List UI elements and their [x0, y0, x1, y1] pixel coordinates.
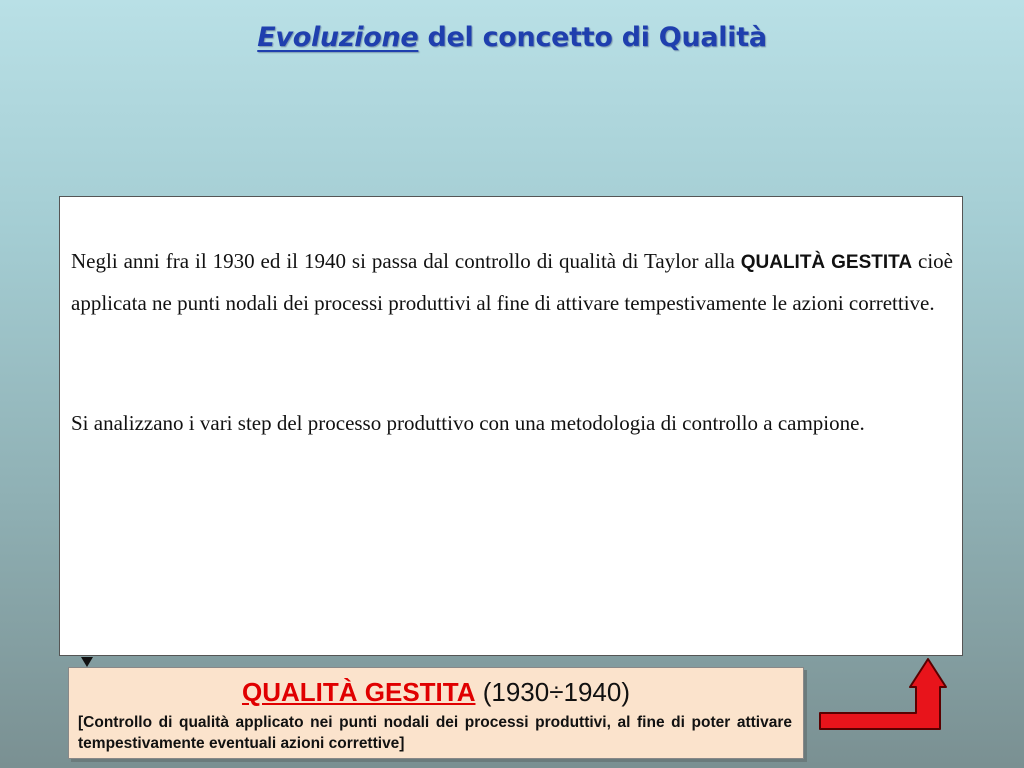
callout-heading	[69, 677, 803, 707]
title-emphasis: Evoluzione	[257, 22, 419, 53]
triangle-down-icon	[81, 657, 93, 667]
bent-arrow-up-icon	[818, 657, 948, 737]
bent-arrow-shape	[820, 659, 946, 729]
content-textbox	[59, 196, 963, 656]
paragraph-1	[71, 241, 953, 324]
paragraph-1-text-end: cioè applicata ne punti nodali dei processi produttivi al fine di attivare tempestivamente le azioni correttive.	[71, 249, 953, 315]
paragraph-1-text-start: Negli anni fra il 1930 ed il 1940 si passa dal controllo di qualità di Taylor alla	[71, 249, 741, 273]
callout-keyword: QUALITÀ GESTITA	[241, 677, 476, 707]
callout-years: (1930÷1940)	[475, 677, 630, 707]
title-rest: del concetto di Qualità	[418, 22, 767, 53]
paragraph-2: Si analizzano i vari step del processo produttivo con una metodologia di controllo a campione.	[71, 411, 865, 435]
paragraph-1-keyword: QUALITÀ GESTITA	[740, 252, 913, 273]
callout-box	[68, 667, 804, 759]
callout-description: [Controllo di qualità applicato nei punti nodali dei processi produttivi, al fine di poter attivare tempestivamente eventuali azioni correttive]	[78, 714, 792, 752]
slide-title	[0, 22, 1024, 53]
